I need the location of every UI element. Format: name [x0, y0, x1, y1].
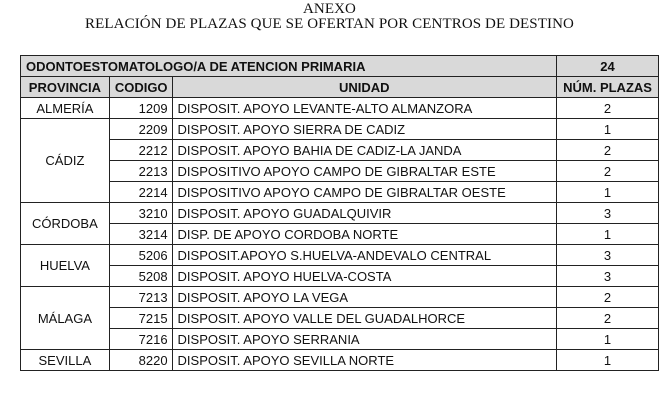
- document-title: ANEXO: [303, 1, 356, 17]
- provincia-cell: MÁLAGA: [21, 287, 110, 350]
- category-label: ODONTOESTOMATOLOGO/A DE ATENCION PRIMARIA: [21, 56, 557, 77]
- plazas-cell: 1: [557, 350, 659, 371]
- codigo-cell: 8220: [109, 350, 172, 371]
- table-row: [21, 140, 659, 161]
- plazas-table: [20, 55, 659, 371]
- table-row: [21, 287, 659, 308]
- unidad-cell: DISPOSIT. APOYO LA VEGA: [172, 287, 557, 308]
- table-row: [21, 329, 659, 350]
- table-row: [21, 98, 659, 119]
- category-total: 24: [557, 56, 659, 77]
- table-row: [21, 182, 659, 203]
- table-body: [21, 98, 659, 371]
- codigo-cell: 2213: [109, 161, 172, 182]
- provincia-cell: HUELVA: [21, 245, 110, 287]
- table-row: [21, 245, 659, 266]
- unidad-cell: DISPOSIT. APOYO VALLE DEL GUADALHORCE: [172, 308, 557, 329]
- unidad-cell: DISPOSIT. APOYO SIERRA DE CADIZ: [172, 119, 557, 140]
- column-header-row: [21, 77, 659, 98]
- plazas-cell: 1: [557, 224, 659, 245]
- category-row: [21, 56, 659, 77]
- unidad-cell: DISPOSIT. APOYO SEVILLA NORTE: [172, 350, 557, 371]
- unidad-cell: DISPOSIT. APOYO GUADALQUIVIR: [172, 203, 557, 224]
- column-header-plazas: NÚM. PLAZAS: [557, 77, 659, 98]
- provincia-cell: CÓRDOBA: [21, 203, 110, 245]
- unidad-cell: DISPOSIT.APOYO S.HUELVA-ANDEVALO CENTRAL: [172, 245, 557, 266]
- table-row: [21, 350, 659, 371]
- unidad-cell: DISPOSIT. APOYO BAHIA DE CADIZ-LA JANDA: [172, 140, 557, 161]
- plazas-cell: 3: [557, 266, 659, 287]
- codigo-cell: 2214: [109, 182, 172, 203]
- plazas-cell: 2: [557, 98, 659, 119]
- plazas-cell: 3: [557, 203, 659, 224]
- provincia-cell: SEVILLA: [21, 350, 110, 371]
- plazas-cell: 1: [557, 119, 659, 140]
- table-row: [21, 161, 659, 182]
- codigo-cell: 5206: [109, 245, 172, 266]
- plazas-cell: 1: [557, 182, 659, 203]
- unidad-cell: DISPOSIT. APOYO SERRANIA: [172, 329, 557, 350]
- codigo-cell: 2212: [109, 140, 172, 161]
- plazas-cell: 2: [557, 308, 659, 329]
- table-row: [21, 308, 659, 329]
- plazas-cell: 3: [557, 245, 659, 266]
- plazas-cell: 2: [557, 287, 659, 308]
- codigo-cell: 7213: [109, 287, 172, 308]
- column-header-codigo: CODIGO: [109, 77, 172, 98]
- codigo-cell: 2209: [109, 119, 172, 140]
- unidad-cell: DISPOSITIVO APOYO CAMPO DE GIBRALTAR OESTE: [172, 182, 557, 203]
- table-row: [21, 203, 659, 224]
- codigo-cell: 7216: [109, 329, 172, 350]
- document-subtitle: RELACIÓN DE PLAZAS QUE SE OFERTAN POR CENTROS DE DESTINO: [85, 16, 574, 32]
- plazas-cell: 2: [557, 140, 659, 161]
- unidad-cell: DISPOSITIVO APOYO CAMPO DE GIBRALTAR ESTE: [172, 161, 557, 182]
- provincia-cell: ALMERÍA: [21, 98, 110, 119]
- unidad-cell: DISPOSIT. APOYO HUELVA-COSTA: [172, 266, 557, 287]
- provincia-cell: CÁDIZ: [21, 119, 110, 203]
- column-header-unidad: UNIDAD: [172, 77, 557, 98]
- table-row: [21, 224, 659, 245]
- codigo-cell: 7215: [109, 308, 172, 329]
- column-header-provincia: PROVINCIA: [21, 77, 110, 98]
- codigo-cell: 1209: [109, 98, 172, 119]
- unidad-cell: DISP. DE APOYO CORDOBA NORTE: [172, 224, 557, 245]
- table-row: [21, 266, 659, 287]
- table-row: [21, 119, 659, 140]
- plazas-cell: 2: [557, 161, 659, 182]
- codigo-cell: 3214: [109, 224, 172, 245]
- codigo-cell: 3210: [109, 203, 172, 224]
- codigo-cell: 5208: [109, 266, 172, 287]
- plazas-cell: 1: [557, 329, 659, 350]
- unidad-cell: DISPOSIT. APOYO LEVANTE-ALTO ALMANZORA: [172, 98, 557, 119]
